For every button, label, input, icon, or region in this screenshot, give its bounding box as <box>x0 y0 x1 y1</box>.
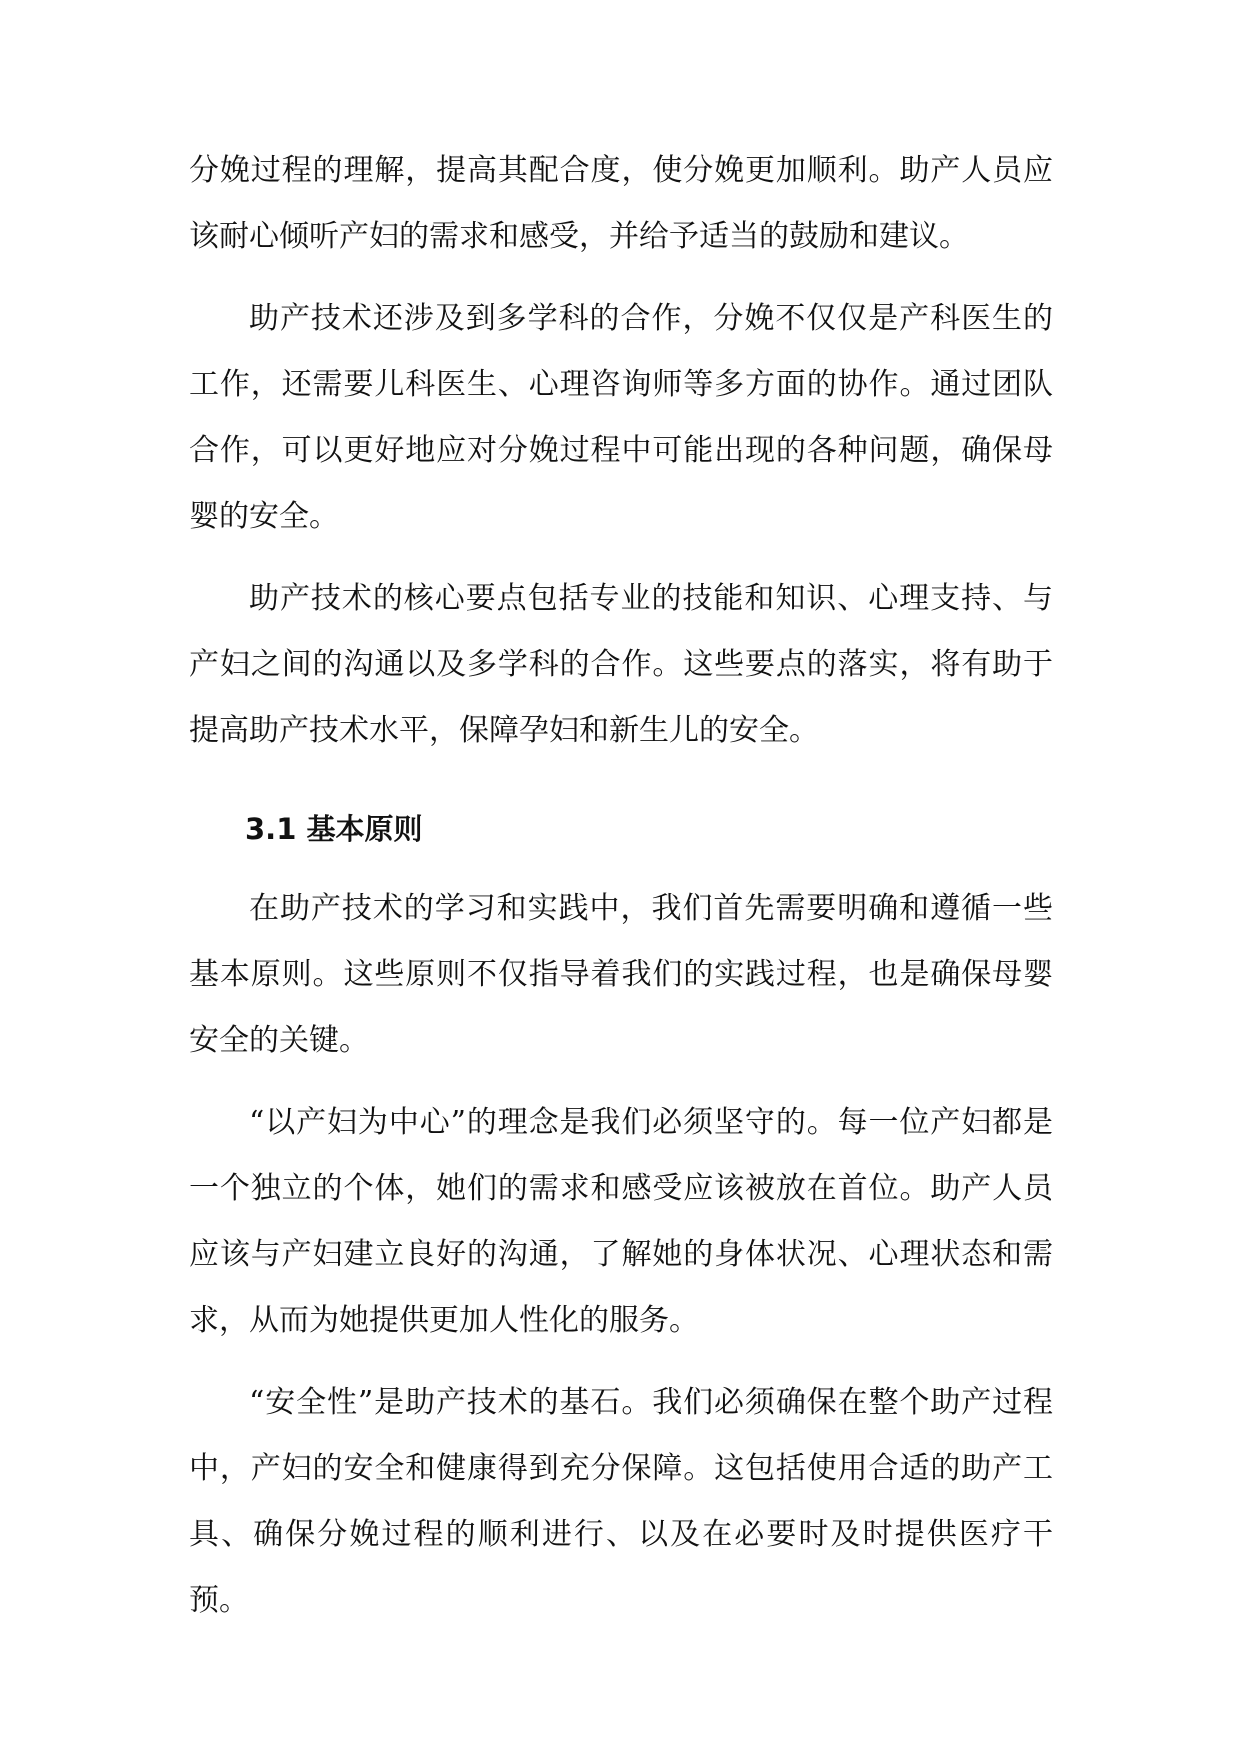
paragraph-continuation: 分娩过程的理解，提高其配合度，使分娩更加顺利。助产人员应该耐心倾听产妇的需求和感受，并给予适当的鼓励和建议。 <box>189 153 1053 254</box>
paragraph-mother-centered: “以产妇为中心”的理念是我们必须坚守的。每一位产妇都是一个独立的个体，她们的需求和感受应该被放在首位。助产人员应该与产妇建立良好的沟通，了解她的身体状况、心理状态和需求，从而为她提供更加人性化的服务。 <box>189 1105 1053 1338</box>
paragraph-basic-principles-intro: 在助产技术的学习和实践中，我们首先需要明确和遵循一些基本原则。这些原则不仅指导着我们的实践过程，也是确保母婴安全的关键。 <box>189 891 1053 1058</box>
paragraph-core-points: 助产技术的核心要点包括专业的技能和知识、心理支持、与产妇之间的沟通以及多学科的合作。这些要点的落实，将有助于提高助产技术水平，保障孕妇和新生儿的安全。 <box>189 581 1053 748</box>
section-heading: 3.1 基本原则 <box>245 812 423 846</box>
paragraph-safety: “安全性”是助产技术的基石。我们必须确保在整个助产过程中，产妇的安全和健康得到充分保障。这包括使用合适的助产工具、确保分娩过程的顺利进行、以及在必要时及时提供医疗干预。 <box>189 1385 1053 1618</box>
paragraph-multidisciplinary: 助产技术还涉及到多学科的合作，分娩不仅仅是产科医生的工作，还需要儿科医生、心理咨询师等多方面的协作。通过团队合作，可以更好地应对分娩过程中可能出现的各种问题，确保母婴的安全。 <box>189 301 1053 534</box>
document-body <box>189 138 1053 1650</box>
